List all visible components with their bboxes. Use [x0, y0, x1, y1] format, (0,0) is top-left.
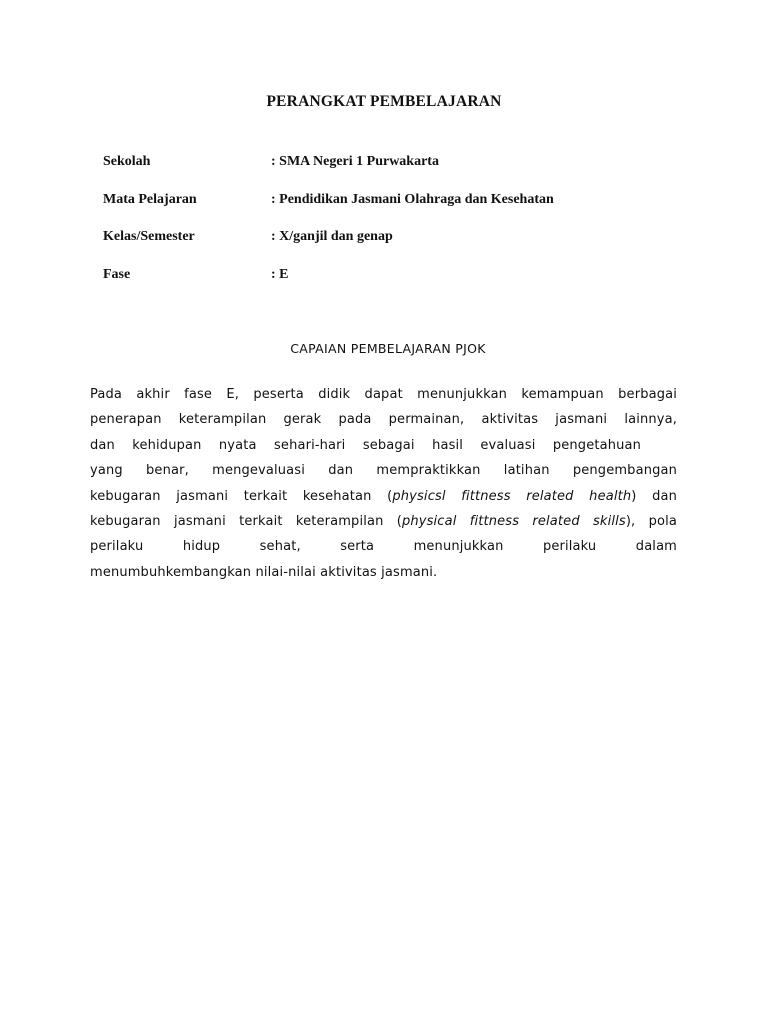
paragraph-text: ), pola	[625, 513, 677, 529]
paragraph-line: Pada akhir fase E, peserta didik dapat menunjukkan kemampuan berbagai	[90, 387, 677, 402]
info-value: : X/ganjil dan genap	[271, 229, 393, 244]
info-value: : SMA Negeri 1 Purwakarta	[271, 154, 439, 169]
info-label: Mata Pelajaran	[103, 191, 197, 207]
paragraph-text: ) dan	[631, 488, 677, 504]
info-row-sekolah	[103, 154, 663, 192]
paragraph-line: perilaku hidup sehat, serta menunjukkan perilaku dalam	[90, 539, 677, 555]
info-table	[103, 154, 663, 304]
info-label: Sekolah	[103, 154, 151, 169]
paragraph-line: penerapan keterampilan gerak pada permainan, aktivitas jasmani lainnya,	[90, 412, 677, 428]
info-row-kelas-semester	[103, 229, 663, 267]
italic-term: physicsl fittness related health	[392, 488, 632, 504]
paragraph-line: menumbuhkembangkan nilai-nilai aktivitas jasmani.	[90, 564, 438, 580]
body-paragraph	[90, 382, 677, 585]
section-heading: CAPAIAN PEMBELAJARAN PJOK	[290, 341, 486, 356]
paragraph-line	[90, 484, 677, 509]
paragraph-line: dan kehidupan nyata sehari-hari sebagai hasil evaluasi pengetahuan	[90, 437, 641, 453]
info-value: : Pendidikan Jasmani Olahraga dan Kesehatan	[271, 191, 554, 207]
info-value: : E	[271, 266, 289, 282]
paragraph-line	[90, 509, 677, 534]
info-row-fase	[103, 267, 663, 305]
info-row-mata-pelajaran	[103, 192, 663, 230]
page-title: PERANGKAT PEMBELAJARAN	[266, 93, 502, 110]
info-label: Fase	[103, 266, 131, 282]
paragraph-text: kebugaran jasmani terkait keterampilan (	[90, 513, 402, 529]
paragraph-line: yang benar, mengevaluasi dan mempraktikkan latihan pengembangan	[90, 463, 677, 479]
paragraph-text: kebugaran jasmani terkait kesehatan (	[90, 488, 393, 504]
info-label: Kelas/Semester	[103, 229, 195, 244]
italic-term: physical fittness related skills	[401, 513, 626, 529]
